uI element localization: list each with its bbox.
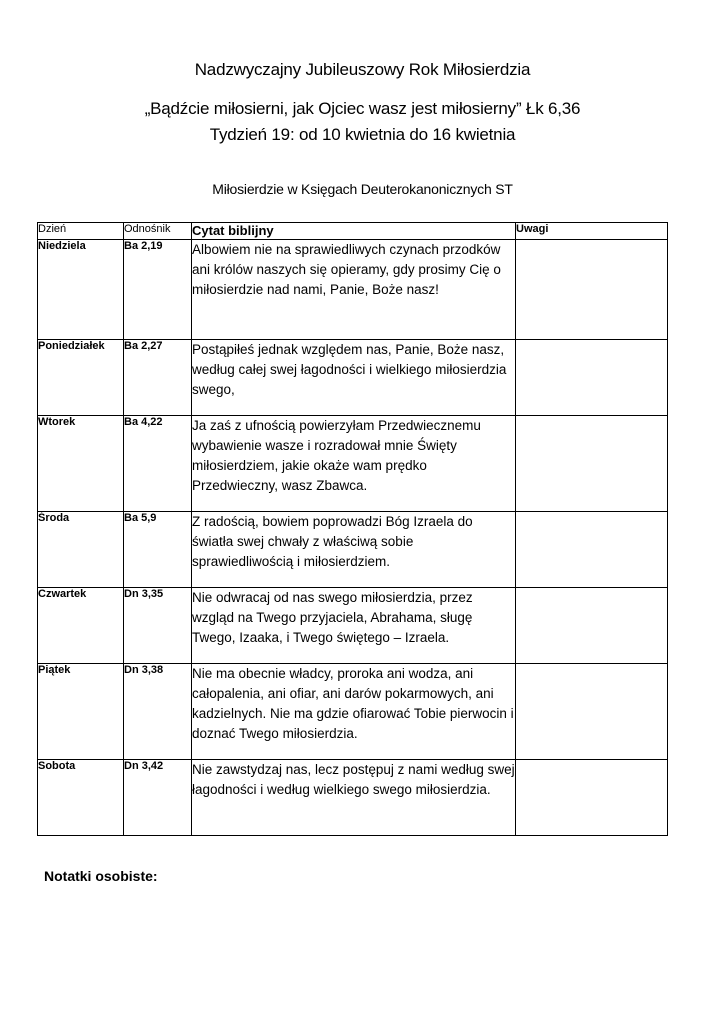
quote-cell: Nie zawstydzaj nas, lecz postępuj z nami według swej łagodności i według wielkiego swego miłosierdzia. [192,760,516,836]
reference-cell: Dn 3,35 [124,588,192,664]
notes-cell [516,588,668,664]
document-title: Nadzwyczajny Jubileuszowy Rok Miłosierdzia [194,60,531,79]
table-row [38,588,668,664]
notes-cell [516,340,668,416]
quote-cell: Albowiem nie na sprawiedliwych czynach przodków ani królów naszych się opieramy, gdy prosimy Cię o miłosierdzie nad nami, Panie, Boże nasz! [192,240,516,340]
reading-schedule-table [37,222,668,836]
reference-cell: Ba 5,9 [124,512,192,588]
column-header-ref: Odnośnik [124,223,192,240]
day-cell: Poniedziałek [38,340,124,416]
table-row [38,240,668,340]
reference-cell: Dn 3,38 [124,664,192,760]
reference-cell: Ba 2,27 [124,340,192,416]
reference-cell: Ba 4,22 [124,416,192,512]
section-subtitle: Miłosierdzie w Księgach Deuterokanonicznych ST [212,181,513,197]
quote-cell: Nie ma obecnie władcy, proroka ani wodza, ani całopalenia, ani ofiar, ani darów pokarmowych, ani kadzielnych. Nie ma gdzie ofiarować Tobie pierwocin i doznać Twego miłosierdzia. [192,664,516,760]
motto-quote: „Bądźcie miłosierni, jak Ojciec wasz jest miłosierny” Łk 6,36 [144,99,581,118]
quote-cell: Ja zaś z ufnością powierzyłam Przedwiecznemu wybawienie wasze i rozradował mnie Święty miłosierdziem, jakie okaże wam prędko Przedwieczny, wasz Zbawca. [192,416,516,512]
column-header-notes: Uwagi [516,223,668,240]
table-row [38,760,668,836]
day-cell: Piątek [38,664,124,760]
quote-cell: Z radością, bowiem poprowadzi Bóg Izraela do światła swej chwały z właściwą sobie sprawiedliwością i miłosierdziem. [192,512,516,588]
reference-cell: Dn 3,42 [124,760,192,836]
reference-cell: Ba 2,19 [124,240,192,340]
notes-cell [516,512,668,588]
quote-cell: Nie odwracaj od nas swego miłosierdzia, przez wzgląd na Twego przyjaciela, Abrahama, sługę Twego, Izaaka, i Twego świętego – Izraela. [192,588,516,664]
day-cell: Środa [38,512,124,588]
notes-cell [516,664,668,760]
notes-cell [516,240,668,340]
personal-notes-label: Notatki osobiste: [44,868,158,884]
table-row [38,340,668,416]
day-cell: Sobota [38,760,124,836]
table-header-row [38,223,668,240]
day-cell: Niedziela [38,240,124,340]
notes-cell [516,760,668,836]
quote-cell: Postąpiłeś jednak względem nas, Panie, Boże nasz, według całej swej łagodności i wielkiego miłosierdzia swego, [192,340,516,416]
notes-cell [516,416,668,512]
table-row [38,416,668,512]
day-cell: Czwartek [38,588,124,664]
table-row [38,512,668,588]
day-cell: Wtorek [38,416,124,512]
week-range: Tydzień 19: od 10 kwietnia do 16 kwietnia [209,125,516,144]
column-header-day: Dzień [38,223,124,240]
column-header-quote: Cytat biblijny [192,223,516,240]
table-row [38,664,668,760]
